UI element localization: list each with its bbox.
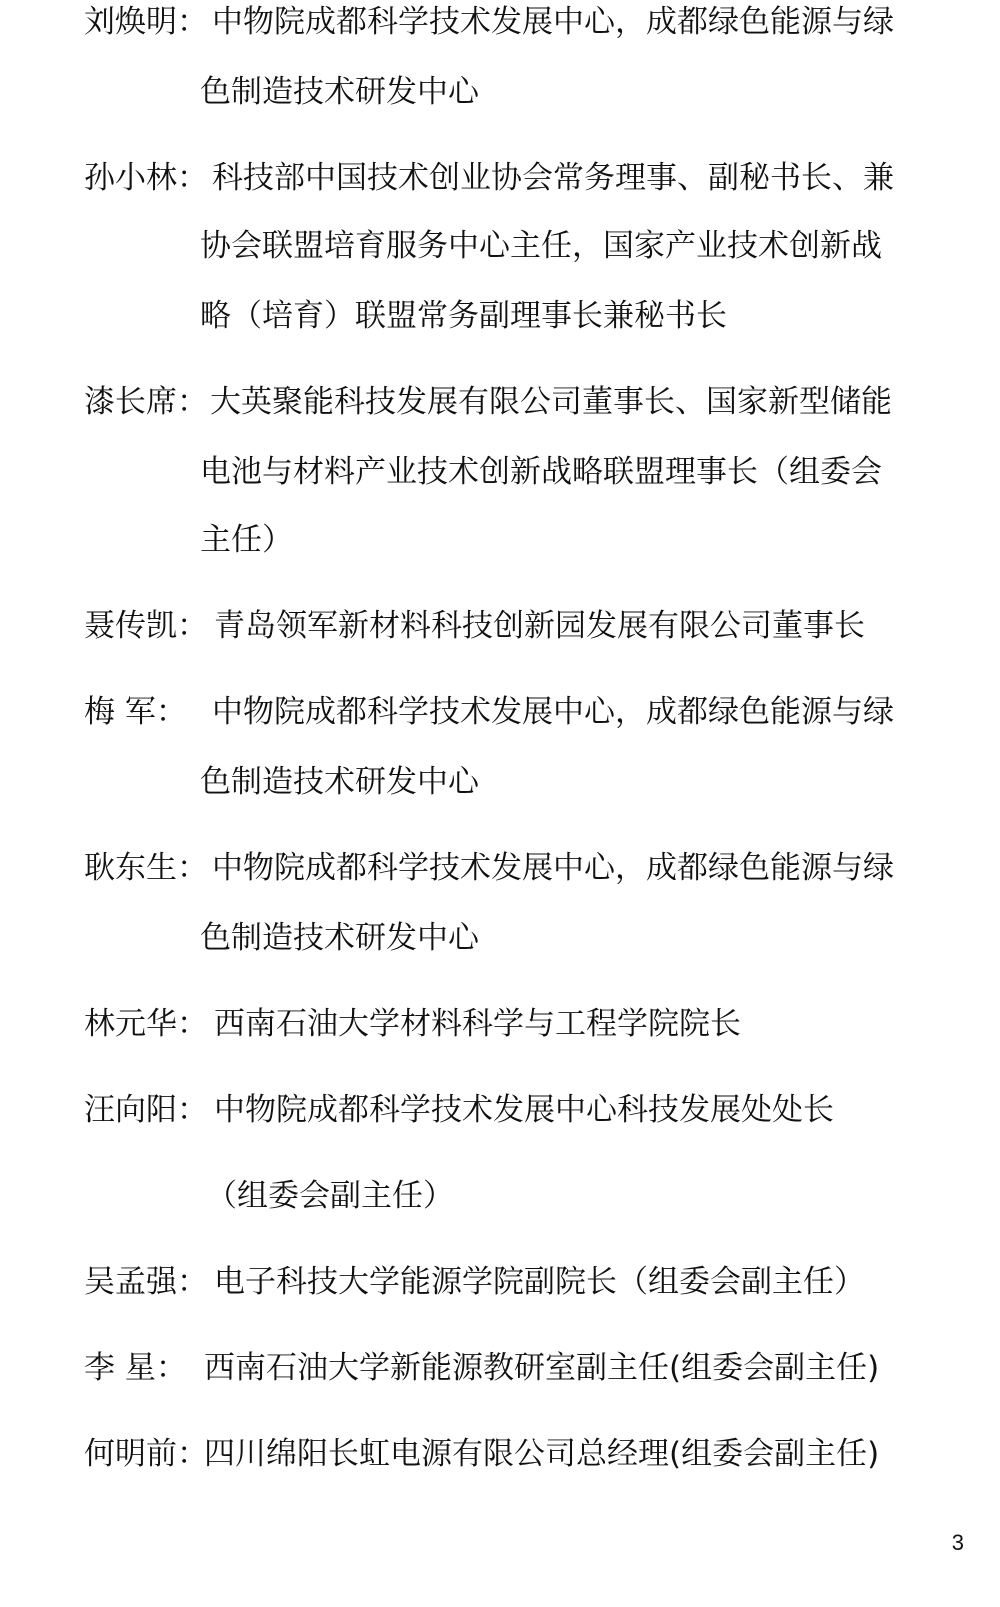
member-affiliation-line: 西南石油大学新能源教研室副主任(组委会副主任) <box>204 1350 880 1386</box>
member-affiliation-line: 协会联盟培育服务中心主任，国家产业技术创新战 <box>200 228 882 264</box>
page-number: 3 <box>951 1530 964 1555</box>
member-affiliation-line: 四川绵阳长虹电源有限公司总经理(组委会副主任) <box>204 1436 880 1472</box>
member-affiliation-line: 中物院成都科学技术发展中心，成都绿色能源与绿 <box>212 850 894 886</box>
member-name: 聂传凯： <box>84 608 208 644</box>
member-affiliation-line: 色制造技术研发中心 <box>200 74 479 110</box>
member-name: 汪向阳： <box>84 1092 208 1128</box>
member-affiliation-line: 西南石油大学材料科学与工程学院院长 <box>214 1006 741 1042</box>
member-affiliation-line: 青岛领军新材料科技创新园发展有限公司董事长 <box>214 608 865 644</box>
member-affiliation-line: 中物院成都科学技术发展中心，成都绿色能源与绿 <box>212 4 894 40</box>
member-affiliation-line: 色制造技术研发中心 <box>200 764 479 800</box>
member-affiliation-line: 电子科技大学能源学院副院长（组委会副主任） <box>214 1264 865 1300</box>
member-affiliation-line: 略（培育）联盟常务副理事长兼秘书长 <box>200 298 727 334</box>
member-name: 梅 军： <box>84 694 187 730</box>
member-name: 孙小林： <box>84 160 208 196</box>
member-affiliation-line: 科技部中国技术创业协会常务理事、副秘书长、兼 <box>212 160 894 196</box>
member-name: 何明前： <box>84 1436 208 1472</box>
member-affiliation-line: 中物院成都科学技术发展中心科技发展处处长 <box>214 1092 834 1128</box>
member-name: 林元华： <box>84 1006 208 1042</box>
member-name: 吴孟强： <box>84 1264 208 1300</box>
member-name: 刘焕明： <box>84 4 208 40</box>
member-name: 耿东生： <box>84 850 208 886</box>
member-name: 漆长席： <box>84 384 208 420</box>
member-affiliation-line: 色制造技术研发中心 <box>200 920 479 956</box>
member-affiliation-line: 电池与材料产业技术创新战略联盟理事长（组委会 <box>200 454 882 490</box>
member-name: 李 星： <box>84 1350 187 1386</box>
member-affiliation-line: 大英聚能科技发展有限公司董事长、国家新型储能 <box>210 384 892 420</box>
member-affiliation-line: （组委会副主任） <box>206 1178 454 1214</box>
member-affiliation-line: 中物院成都科学技术发展中心，成都绿色能源与绿 <box>212 694 894 730</box>
member-affiliation-line: 主任） <box>200 522 293 558</box>
